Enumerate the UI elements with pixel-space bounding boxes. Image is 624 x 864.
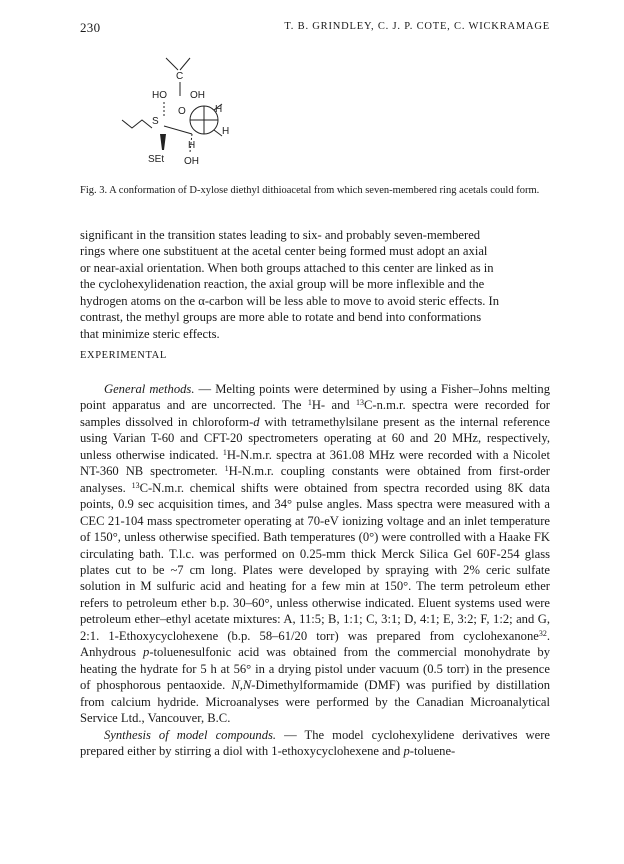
label-set: SEt <box>148 154 165 165</box>
label-ho: HO <box>152 90 167 101</box>
text-line: significant in the transition states leading to six- and probably seven-membered <box>80 228 481 242</box>
text-line: that minimize steric effects. <box>80 326 220 341</box>
label-oh-top: OH <box>190 90 205 101</box>
figure-caption: Fig. 3. A conformation of D-xylose diethyl dithioacetal from which seven-membered ring acetals could form. <box>80 185 540 196</box>
label-h2: H <box>222 126 230 137</box>
text-line: rings where one substituent at the acetal center being formed must adopt an axial <box>80 244 488 259</box>
label-h3: H <box>188 140 196 151</box>
molecule-diagram <box>100 52 300 177</box>
running-head: T. B. GRINDLEY, C. J. P. COTE, C. WICKRAMAGE <box>284 21 550 32</box>
label-s: S <box>152 116 159 127</box>
page-number: 230 <box>80 20 101 35</box>
text-line: hydrogen atoms on the α-carbon will be less able to move to avoid steric effects. In <box>80 293 500 308</box>
general-methods-section <box>80 381 550 759</box>
paragraph-discussion <box>80 227 550 342</box>
label-o: O <box>178 106 186 117</box>
page-header <box>80 20 550 36</box>
text-line: the cyclohexylidenation reaction, the axial group will be more inflexible and the <box>80 277 485 292</box>
label-h1: H <box>215 104 223 115</box>
figure-3-structure <box>100 52 300 177</box>
text-line: contrast, the methyl groups are more able to rotate and bend into conformations <box>80 310 482 325</box>
paragraph-title: Synthesis of model compounds. <box>104 727 277 742</box>
paragraph-synthesis: Synthesis of model compounds. — The model cyclohexylidene derivatives were prepared either by stirring a diol with 1-ethoxycyclohexene and p-toluene- <box>80 727 551 758</box>
label-oh-bottom: OH <box>184 156 199 167</box>
text-line: or near-axial orientation. When both groups attached to this center are linked as in <box>80 260 494 275</box>
paragraph-title: General methods. <box>104 382 195 396</box>
paragraph-general-methods: General methods. — Melting points were determined by using a Fisher–Johns melting point apparatus and are uncorrected. The $^1$H- and $^{13}$C-n.m.r. spectra were recorded for samples dissolved in chloroform-d with tetramethylsilane present as the internal reference using Varian T-60 and CFT-20 spectrometers operating at 60 and 20 MHz, respectively, unless otherwise indicated. $^1$H-N.m.r. spectra at 361.08 MHz were recorded with a Nicolet NT-360 NB spectrometer. $^1$H-N.m.r. coupling constants were obtained from first-order analyses. $^{13}$C-N.m.r. chemical shifts were obtained from spectra recorded using 8K data points, 0.9 sec acquisition times, and 34° pulse angles. Mass spectra were measured with a CEC 21-104 mass spectrometer operating at 70-eV ionizing voltage and an inlet temperature of 150°, unless otherwise specified. Bath temperatures (0°) were controlled with a Haake FK circulating bath. T.l.c. was performed on 0.25-mm thick Merck Silica Gel 60F-254 glass plates cut to be ~7 cm long. Plates were developed by spraying with 2% ceric sulfate solution in M sulfuric acid and heating for a few min at 150°. The term petroleum ether refers to petroleum ether b.p. 30–60°, unless otherwise indicated. Eluent systems used were petroleum ether–ethyl acetate mixtures: A, 11:5; B, 1:1; C, 3:1; D, 4:1; E, 3:2; F, 1:2; and G, 2:1. 1-Ethoxycyclohexene (b.p. 58–61/20 torr) was prepared from cyclohexanone$^{32}$. Anhydrous p-toluenesulfonic acid was obtained from the commercial monohydrate by heating the hydrate for 5 h at 56° in a drying pistol under vacuum (0.5 torr) in the presence of phosphorous pentaoxide. N,N-Dimethylformamide (DMF) was purified by distillation from calcium hydride. Microanalyses were performed by the Canadian Microanalytical Service Ltd., Vancouver, B.C. <box>80 382 551 726</box>
label-c-top: C <box>176 71 184 82</box>
section-heading: EXPERIMENTAL <box>80 350 167 361</box>
